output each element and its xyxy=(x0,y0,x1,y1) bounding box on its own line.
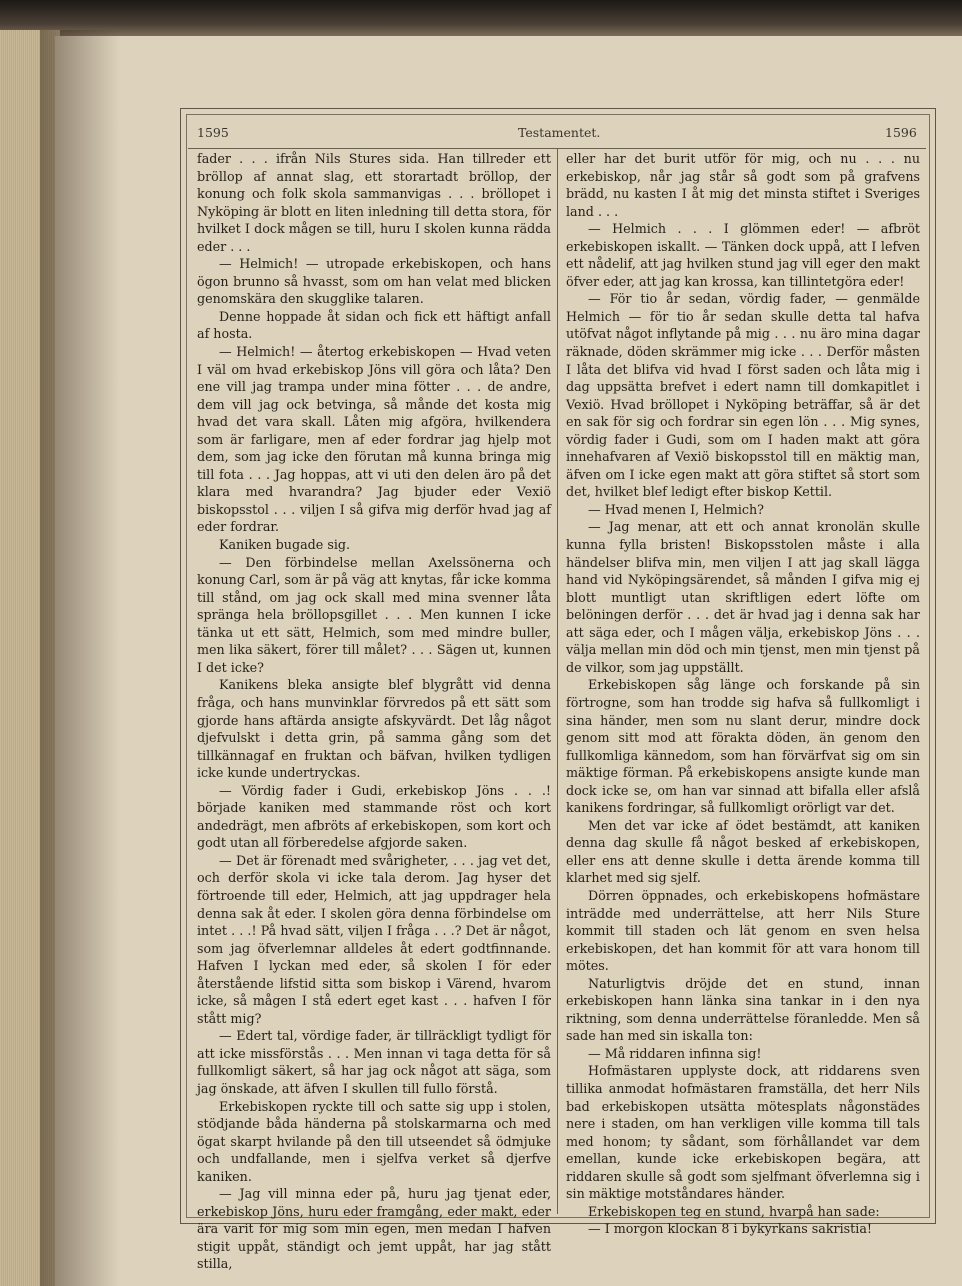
paragraph: Hofmästaren upplyste dock, att riddarens sven tillika anmodat hofmästaren framställa, det herr Nils bad erkebiskopen utsätta mötesplats någonstädes nere i staden, om han verkligen ville komma till tals med honom; ty sådant, som förhållandet var dem emellan, kunde icke erkebiskopen begära, att riddaren skulle så godt som sjelfmant öfverlemna sig i sin mäktige motståndares händer. xyxy=(566,1063,920,1202)
paragraph: — Hvad menen I, Helmich? xyxy=(588,501,764,517)
paragraph: — Jag vill minna eder på, huru jag tjenat eder, erkebiskop Jöns, huru eder framgång, eder makt, eder ära varit för mig som min egen, men medan I hafven stigit uppåt, ständigt och jemt uppåt, har jag stått stilla, xyxy=(197,1186,551,1272)
paragraph: — Helmich! — återtog erkebiskopen — Hvad veten I väl om hvad erkebiskop Jöns vill göra och låta? Den ene vill jag trampa under mina fötter . . . de andre, dem vill jag ock betvinga, så månde det kosta mig hvad det vara skall. Låten mig afgöra, hvilkendera som är farligare, men af eder fordrar jag hjelp mot dem, som jag icke den förutan må kunna bringa mig till fota . . . Jag hoppas, att vi uti den delen äro på det klara med hvarandra? Jag bjuder eder Vexiö biskopsstol . . . viljen I så gifva mig derför hvad jag af eder fordrar. xyxy=(197,344,551,535)
right-page-number: 1596 xyxy=(885,125,917,140)
paragraph: Dörren öppnades, och erkebiskopens hofmästare inträdde med underrättelse, att herr Nils Sture kommit till staden och lät genom en sven helsa erkebiskopen, det han kommit för att vara honom till mötes. xyxy=(566,887,920,974)
paragraph: Erkebiskopen teg en stund, hvarpå han sade: xyxy=(588,1203,880,1219)
spine-shadow xyxy=(40,30,120,1286)
paragraph: — Vördig fader i Gudi, erkebiskop Jöns . . .! började kaniken med stammande röst och kort andedrägt, men afbröts af erkebiskopen, som kort och godt utan all förberedelse afgjorde saken. xyxy=(197,782,551,851)
book-binding-top xyxy=(0,0,962,40)
right-text-column xyxy=(566,150,920,1238)
paragraph: — Den förbindelse mellan Axelssönerna och konung Carl, som är på väg att knytas, får icke komma till stånd, om jag ock skall med mina svenner låta spränga hela bröllopsgillet . . . Men kunnen I icke tänka ut ett sätt, Helmich, som med mindre buller, men lika säkert, förer till målet? . . . Sägen ut, kunnen I det icke? xyxy=(197,554,551,675)
left-page-number: 1595 xyxy=(197,125,229,140)
paragraph: Naturligtvis dröjde det en stund, innan erkebiskopen hann länka sina tankar in i den nya riktning, som denna underrättelse föranledde. Men så sade han med sin iskalla ton: xyxy=(566,975,920,1044)
paragraph: — Jag menar, att ett och annat kronolän skulle kunna fylla bristen! Biskopsstolen måste i alla händelser blifva min, men viljen I att jag skall lägga hand vid Nyköpingsärendet, så månden I gifva mig ej blott muntligt utan skriftligen edert löfte om belöningen derför . . . det är hvad jag i denna sak har att säga eder, och I mågen välja, erkebiskop Jöns . . . välja mellan min död och min tjenst, men min tjenst på de vilkor, som jag uppställt. xyxy=(566,519,920,675)
paragraph: — Det är förenadt med svårigheter, . . . jag vet det, och derför skola vi icke tala derom. Jag hyser det förtroende till eder, Helmich, att jag uppdrager hela denna sak åt eder. I skolen göra denna förbindelse om intet . . .! På hvad sätt, viljen I fråga . . .? Det är något, som jag öfverlemnar alldeles åt edert godtfinnande. Hafven I lyckan med eder, så skolen I för eder återstående lifstid sitta som biskop i Värend, hvarom icke, så mågen I stå edert eget kast . . . hafven I för stått mig? xyxy=(197,852,551,1026)
paragraph: — I morgon klockan 8 i bykyrkans sakristia! xyxy=(588,1221,873,1237)
paragraph: Erkebiskopen ryckte till och satte sig upp i stolen, stödjande båda händerna på stolskarmarna och med ögat skarpt hvilande på den till utseendet så ödmjuke och undfallande, men i sjelfva verket så djerfve kaniken. xyxy=(197,1098,551,1184)
paragraph: Kaniken bugade sig. xyxy=(219,537,351,553)
column-divider xyxy=(557,148,558,1214)
paragraph: — Edert tal, vördige fader, är tillräckligt tydligt för att icke missförstås . . . Men innan vi taga detta för så fullkomligt säkert, så har jag ock något att säga, som jag önskade, att äfven I skullen till fullo förstå. xyxy=(197,1028,551,1096)
paragraph: — För tio år sedan, vördig fader, — genmälde Helmich — för tio år sedan skulle detta tal hafva utöfvat något inflytande på mig . . . nu äro mina dagar räknade, döden skrämmer mig icke . . . Derför måsten I låta det blifva vid hvad I först saden och låta mig i dag uppsätta brefvet i edert namn till domkapitlet i Vexiö. Hvad bröllopet i Nyköping beträffar, så är det en sak för sig och fordrar sin egen lön . . . Mig synes, vördig fader i Gudi, som om I haden makt att göra innehafvaren af Vexiö biskopsstol till en mäktig man, äfven om I icke egen makt att göra stiftet så stort som det, hvilket blef ledigt efter biskop Kettil. xyxy=(566,291,920,500)
paragraph: Denne hoppade åt sidan och fick ett häftigt anfall af hosta. xyxy=(197,308,551,342)
left-text-column xyxy=(197,150,551,1273)
paragraph: eller har det burit utför för mig, och nu . . . nu erkebiskop, når jag står så godt som på grafvens brädd, nu kasten I åt mig det minsta stiftet i Sveriges land . . . xyxy=(566,151,920,219)
paragraph: fader . . . ifrån Nils Stures sida. Han tillreder ett bröllop af annat slag, ett storartadt bröllop, der konung och folk skola sammanvigas . . . bröllopet i Nyköping är blott en liten inledning till detta stora, för hvilket I dock mågen se till, huru I skolen kunna rädda eder . . . xyxy=(197,151,551,254)
paragraph: — Helmich . . . I glömmen eder! — afbröt erkebiskopen iskallt. — Tänken dock uppå, att I lefven ett nådelif, att jag hvilken stund jag vill eger den makt öfver eder, att jag kan krossa, kan tillintetgöra eder! xyxy=(566,221,920,289)
paragraph: Kanikens bleka ansigte blef blygrått vid denna fråga, och hans munvinklar förvredos på ett sätt som gjorde hans aftärda ansigte afskyvärdt. Det låg något djefvulskt i detta grin, på samma gång som det tillkännagaf en fruktan och bäfvan, hvilken tydligen icke kunde undertryckas. xyxy=(197,677,551,781)
paragraph: — Helmich! — utropade erkebiskopen, och hans ögon brunno så hvasst, som om han velat med blicken genomskära den skugglike talaren. xyxy=(197,256,551,307)
paragraph: Erkebiskopen såg länge och forskande på sin förtrogne, som han trodde sig hafva så fullkomligt i sina händer, men som nu slant derur, mindre dock genom sitt mod att förakta döden, än genom den fullkomliga kännedom, som han förvärfvat sig om sin mäktige förman. På erkebiskopens ansigte kunde man dock icke se, om han var sinnad att bifalla eller afslå kanikens fordringar, så fullkomligt orörligt var det. xyxy=(566,677,920,816)
paragraph: — Må riddaren infinna sig! xyxy=(588,1045,762,1061)
running-title: Testamentet. xyxy=(518,125,601,140)
paragraph: Men det var icke af ödet bestämdt, att kaniken denna dag skulle få något besked af erkebiskopen, eller ens att denne skulle i detta ärende komma till klarhet med sig sjelf. xyxy=(566,817,920,886)
